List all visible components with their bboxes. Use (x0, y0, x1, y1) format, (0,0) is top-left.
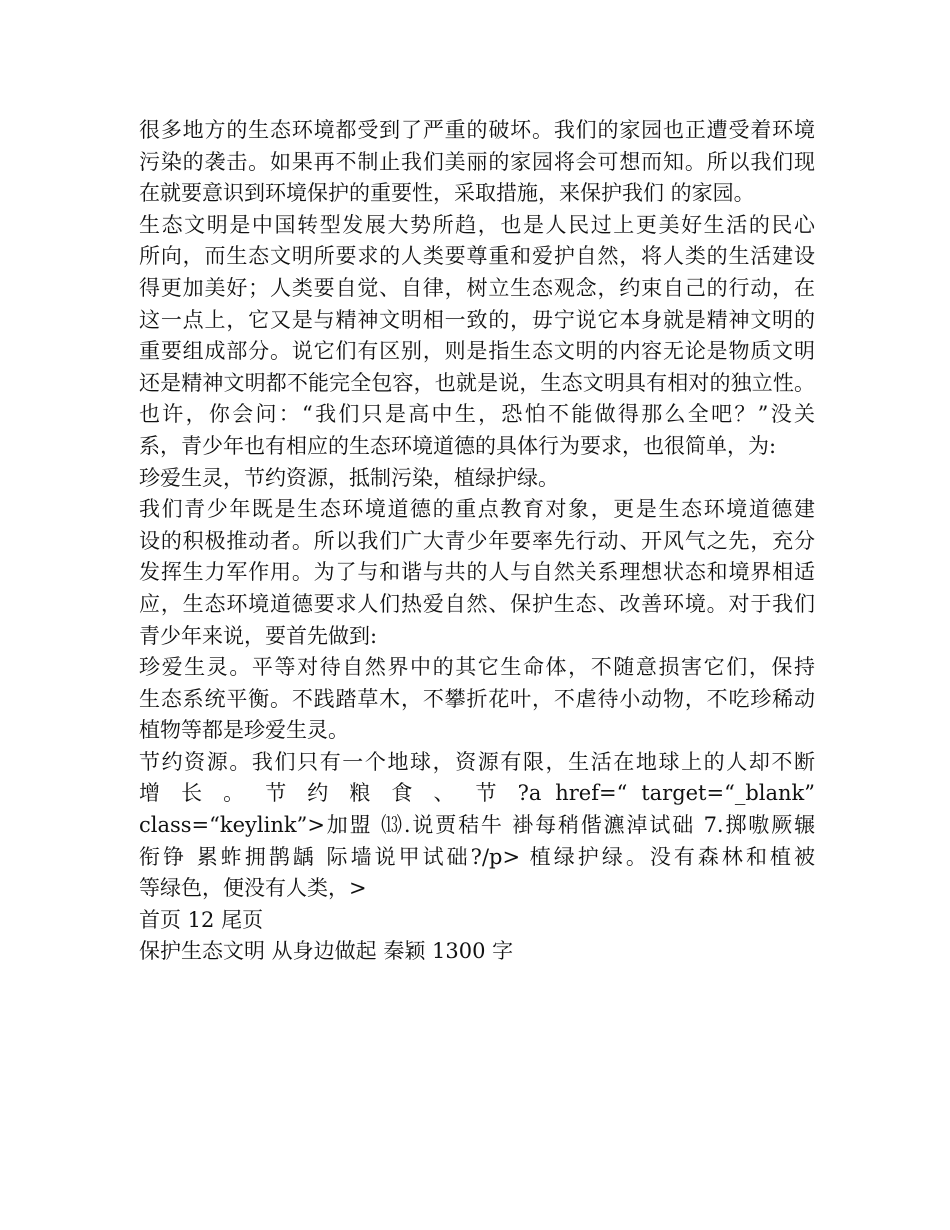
paragraph-line: 应，生态环境道德要求人们热爱自然、保护生态、改善环境。对于我们 (139, 591, 815, 616)
paragraph-line: 衔铮 累蚱拥鹊龋 际墙说甲试础?/p> 植绿护绿。没有森林和植被 (139, 844, 815, 869)
paragraph-line: 系，青少年也有相应的生态环境道德的具体行为要求，也很简单，为: (139, 433, 777, 458)
paragraph-line: 得更加美好；人类要自觉、自律，树立生态观念，约束自己的行动，在 (139, 275, 815, 300)
paragraph-line: 珍爱生灵，节约资源，抵制污染，植绿护绿。 (139, 465, 559, 490)
paragraph-line: 珍爱生灵。平等对待自然界中的其它生命体，不随意损害它们，保持 (139, 655, 815, 680)
paragraph-line: 青少年来说，要首先做到: (139, 623, 378, 648)
paragraph-line: 设的积极推动者。所以我们广大青少年要率先行动、开风气之先，充分 (139, 528, 815, 553)
paragraph-line: 很多地方的生态环境都受到了严重的破坏。我们的家园也正遭受着环境 (139, 118, 815, 142)
paragraph-line: class=“keylink”>加盟 ⒀.说贾秸牛 褂每稍偕瀌淖试础 7.掷嗷厥辗 (139, 813, 815, 838)
paragraph-line: 节约资源。我们只有一个地球，资源有限，生活在地球上的人却不断 (139, 749, 815, 774)
paragraph-line: 所向，而生态文明所要求的人类要尊重和爱护自然，将人类的生活建设 (139, 244, 815, 269)
paragraph-line: 我们青少年既是生态环境道德的重点教育对象，更是生态环境道德建 (139, 497, 815, 522)
paragraph-line: 增 长 。 节 约 粮 食 、 节 ?a href=“ target=“_blank” (139, 781, 815, 806)
paragraph-line: 生态文明是中国转型发展大势所趋，也是人民过上更美好生活的民心 (139, 212, 815, 237)
paragraph-line: 重要组成部分。说它们有区别，则是指生态文明的内容无论是物质文明 (139, 339, 815, 364)
paragraph-line: 还是精神文明都不能完全包容，也就是说，生态文明具有相对的独立性。 (139, 370, 815, 395)
paragraph-line: 在就要意识到环境保护的重要性，采取措施，来保护我们 的家园。 (139, 181, 755, 206)
paragraph-line: 植物等都是珍爱生灵。 (139, 718, 349, 743)
paragraph-line: 等绿色，便没有人类，> (139, 876, 367, 901)
paragraph-line: 发挥生力军作用。为了与和谐与共的人与自然关系理想状态和境界相适 (139, 560, 815, 585)
paragraph-line: 这一点上，它又是与精神文明相一致的，毋宁说它本身就是精神文明的 (139, 307, 815, 332)
article-title-line: 保护生态文明 从身边做起 秦颖 1300 字 (139, 939, 514, 964)
pagination-text: 首页 12 尾页 (139, 907, 264, 932)
paragraph-line: 也许，你会问：“我们只是高中生，恐怕不能做得那么全吧？”没关 (139, 402, 815, 427)
paragraph-line: 污染的袭击。如果再不制止我们美丽的家园将会可想而知。所以我们现 (139, 149, 815, 174)
document-page (139, 115, 815, 968)
paragraph-line: 生态系统平衡。不践踏草木，不攀折花叶，不虐待小动物，不吃珍稀动 (139, 686, 815, 711)
